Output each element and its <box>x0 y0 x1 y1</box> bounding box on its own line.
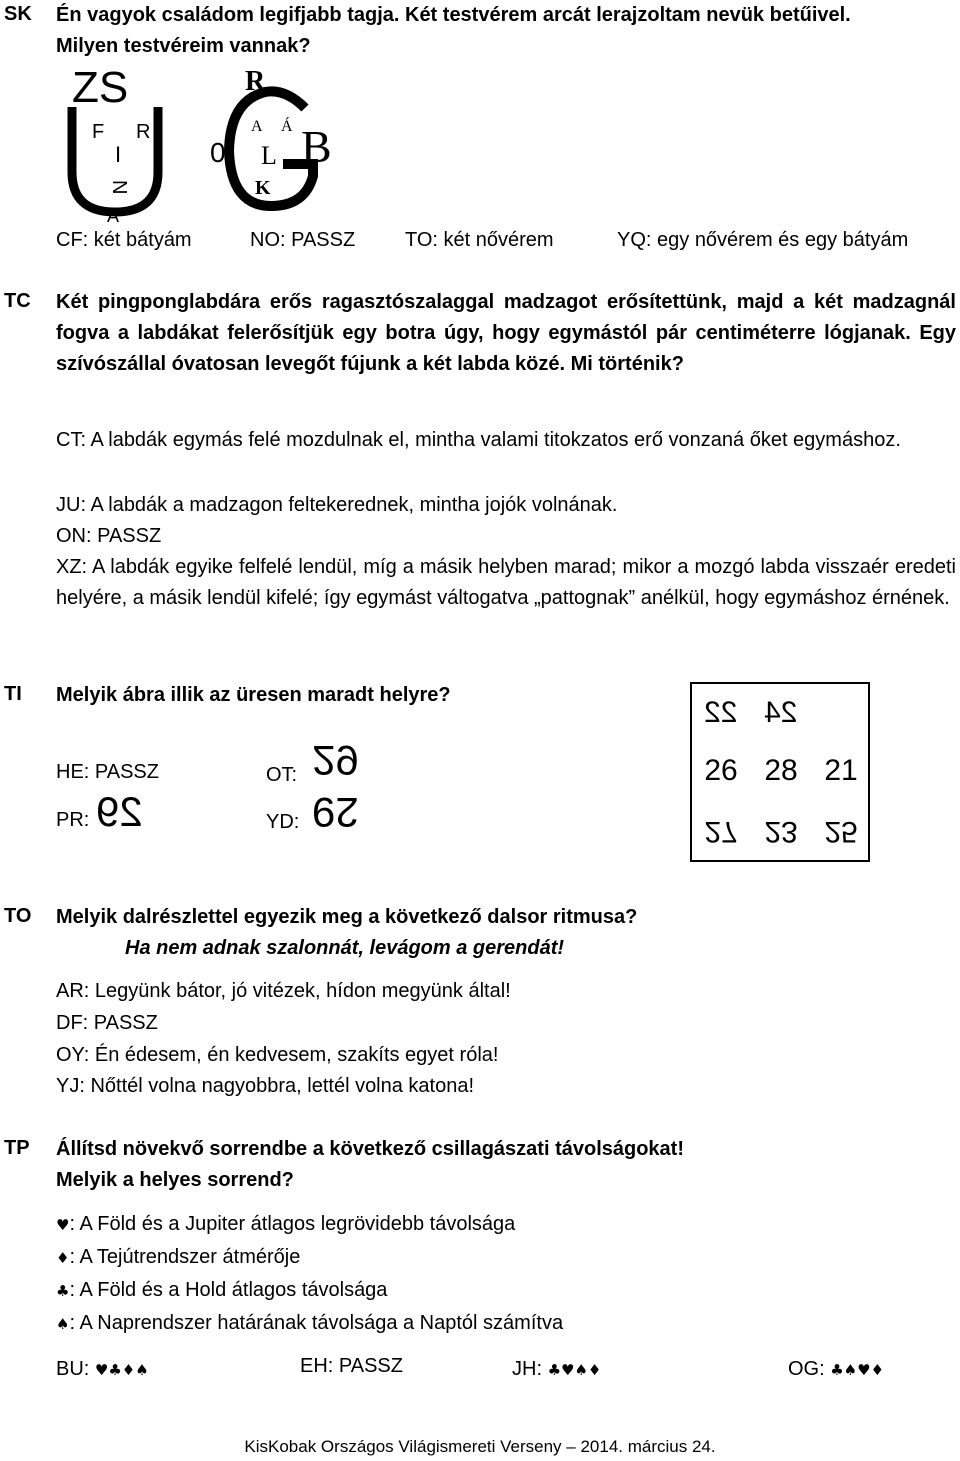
figure-pr: 29 <box>96 788 143 835</box>
answer-yq[interactable]: YQ: egy nővérem és egy bátyám <box>617 229 909 251</box>
number-grid <box>690 682 870 862</box>
grid-cell-0-1: 24 <box>764 696 798 729</box>
answer-ar[interactable]: AR: Legyünk bátor, jó vitézek, hídon megyünk által! <box>56 980 511 1002</box>
face-drawing-2 <box>205 66 345 216</box>
letter-b: B <box>301 121 332 172</box>
answer-df[interactable]: DF: PASSZ <box>56 1012 158 1034</box>
suit-sequence-icon: ♣♥♠♦ <box>547 1361 602 1379</box>
club-icon: ♣ <box>56 1282 70 1300</box>
answer-eh[interactable]: EH: PASSZ <box>300 1355 403 1377</box>
question-tp-text <box>56 1134 956 1196</box>
answer-xz[interactable]: XZ: A labdák egyike felfelé lendül, míg a másik helyben marad; mikor a mozgó labda visszaér eredeti helyére, a másik lendül kifelé; így egymást váltogatva „pattognak” anélkül, hogy egymáshoz érnének. <box>56 556 956 609</box>
question-to-text: Melyik dalrészlettel egyezik meg a következő dalsor ritmusa? <box>56 906 638 928</box>
answer-ct[interactable]: CT: A labdák egymás felé mozdulnak el, mintha valami titokzatos erő vonzaná őket egymáshoz. <box>56 429 901 451</box>
grid-cell-2-1: 23 <box>764 815 798 848</box>
question-sk-text <box>56 0 956 62</box>
grid-cell-2-0: 27 <box>704 815 738 848</box>
answer-yd[interactable]: YD: <box>266 811 300 833</box>
question-code-tc: TC <box>4 290 31 312</box>
suit-sequence-icon: ♣♠♥♦ <box>830 1361 885 1379</box>
question-code-sk: SK <box>4 3 32 25</box>
answer-ju[interactable]: JU: A labdák a madzagon feltekerednek, mintha jojók volnának. <box>56 494 618 516</box>
lyric-line: Ha nem adnak szalonnát, levágom a gerendát! <box>125 937 565 959</box>
answer-on[interactable]: ON: PASSZ <box>56 525 162 547</box>
item-club: ♣: A Föld és a Hold átlagos távolsága <box>56 1279 388 1301</box>
answer-yj[interactable]: YJ: Nőttél volna nagyobbra, lettél volna katona! <box>56 1075 475 1097</box>
question-code-ti: TI <box>4 683 22 705</box>
letter-a-acute: Á <box>281 118 293 135</box>
letter-r: R <box>136 121 151 143</box>
letter-a2: A <box>251 118 263 135</box>
item-diamond: ♦: A Tejútrendszer átmérője <box>56 1246 301 1268</box>
face-drawing-1 <box>60 62 180 224</box>
answer-pr[interactable]: PR: <box>56 809 90 831</box>
letter-r2: R <box>245 66 266 97</box>
grid-cell-0-0: 22 <box>704 696 738 729</box>
figure-yd: 29 <box>312 789 359 836</box>
answer-no[interactable]: NO: PASSZ <box>250 229 356 251</box>
suit-sequence-icon: ♥♣♦♠ <box>94 1361 149 1379</box>
letter-k: K <box>255 177 271 199</box>
item-spade: ♠: A Naprendszer határának távolsága a Naptól számítva <box>56 1312 564 1334</box>
answer-ot[interactable]: OT: <box>266 764 298 786</box>
question-tp-line1: Állítsd növekvő sorrendbe a következő csillagászati távolságokat! <box>56 1138 684 1160</box>
grid-cell-1-1: 28 <box>764 754 798 787</box>
letter-a: A <box>107 206 120 224</box>
answer-bu[interactable]: BU: ♥♣♦♠ <box>56 1358 149 1380</box>
item-heart: ♥: A Föld és a Jupiter átlagos legrövidebb távolsága <box>56 1213 516 1235</box>
grid-cell-1-2: 21 <box>824 754 858 787</box>
letter-zs: ZS <box>72 63 129 112</box>
diamond-icon: ♦ <box>56 1249 70 1267</box>
answer-he[interactable]: HE: PASSZ <box>56 761 159 783</box>
question-sk-line1: Én vagyok családom legifjabb tagja. Két testvérem arcát lerajzoltam nevük betűivel. <box>56 4 851 26</box>
footer: KisKobak Országos Világismereti Verseny – 2014. március 24. <box>244 1437 716 1456</box>
letter-f: F <box>92 121 105 143</box>
letter-l: L <box>261 141 277 170</box>
letter-n: N <box>108 180 130 195</box>
question-ti-text: Melyik ábra illik az üresen maradt helyre? <box>56 684 451 706</box>
letter-i: I <box>115 142 122 167</box>
spade-icon: ♠ <box>56 1315 70 1333</box>
answer-to[interactable]: TO: két nővérem <box>405 229 554 251</box>
answer-jh[interactable]: JH: ♣♥♠♦ <box>512 1358 602 1380</box>
question-sk-line2: Milyen testvéreim vannak? <box>56 35 311 57</box>
grid-cell-2-2: 25 <box>824 815 858 848</box>
answer-cf[interactable]: CF: két bátyám <box>56 229 192 251</box>
answer-oy[interactable]: OY: Én édesem, én kedvesem, szakíts egyet róla! <box>56 1044 499 1066</box>
letter-zero: 0 <box>210 137 226 168</box>
heart-icon: ♥ <box>56 1216 70 1234</box>
question-tp-line2: Melyik a helyes sorrend? <box>56 1169 294 1191</box>
question-code-tp: TP <box>4 1137 30 1159</box>
answer-og[interactable]: OG: ♣♠♥♦ <box>788 1358 885 1380</box>
grid-cell-1-0: 26 <box>704 754 738 787</box>
figure-ot: 29 <box>312 737 359 784</box>
question-code-to: TO <box>4 905 32 927</box>
question-tc-text: Két pingponglabdára erős ragasztószalaggal madzagot erősítettünk, majd a két madzagnál fogva a labdákat felerősítjük egy botra úgy, hogy egymástól pár centiméterre lógjanak. Egy szívószállal óvatosan levegőt fújunk a két labda közé. Mi történik? <box>56 291 956 375</box>
